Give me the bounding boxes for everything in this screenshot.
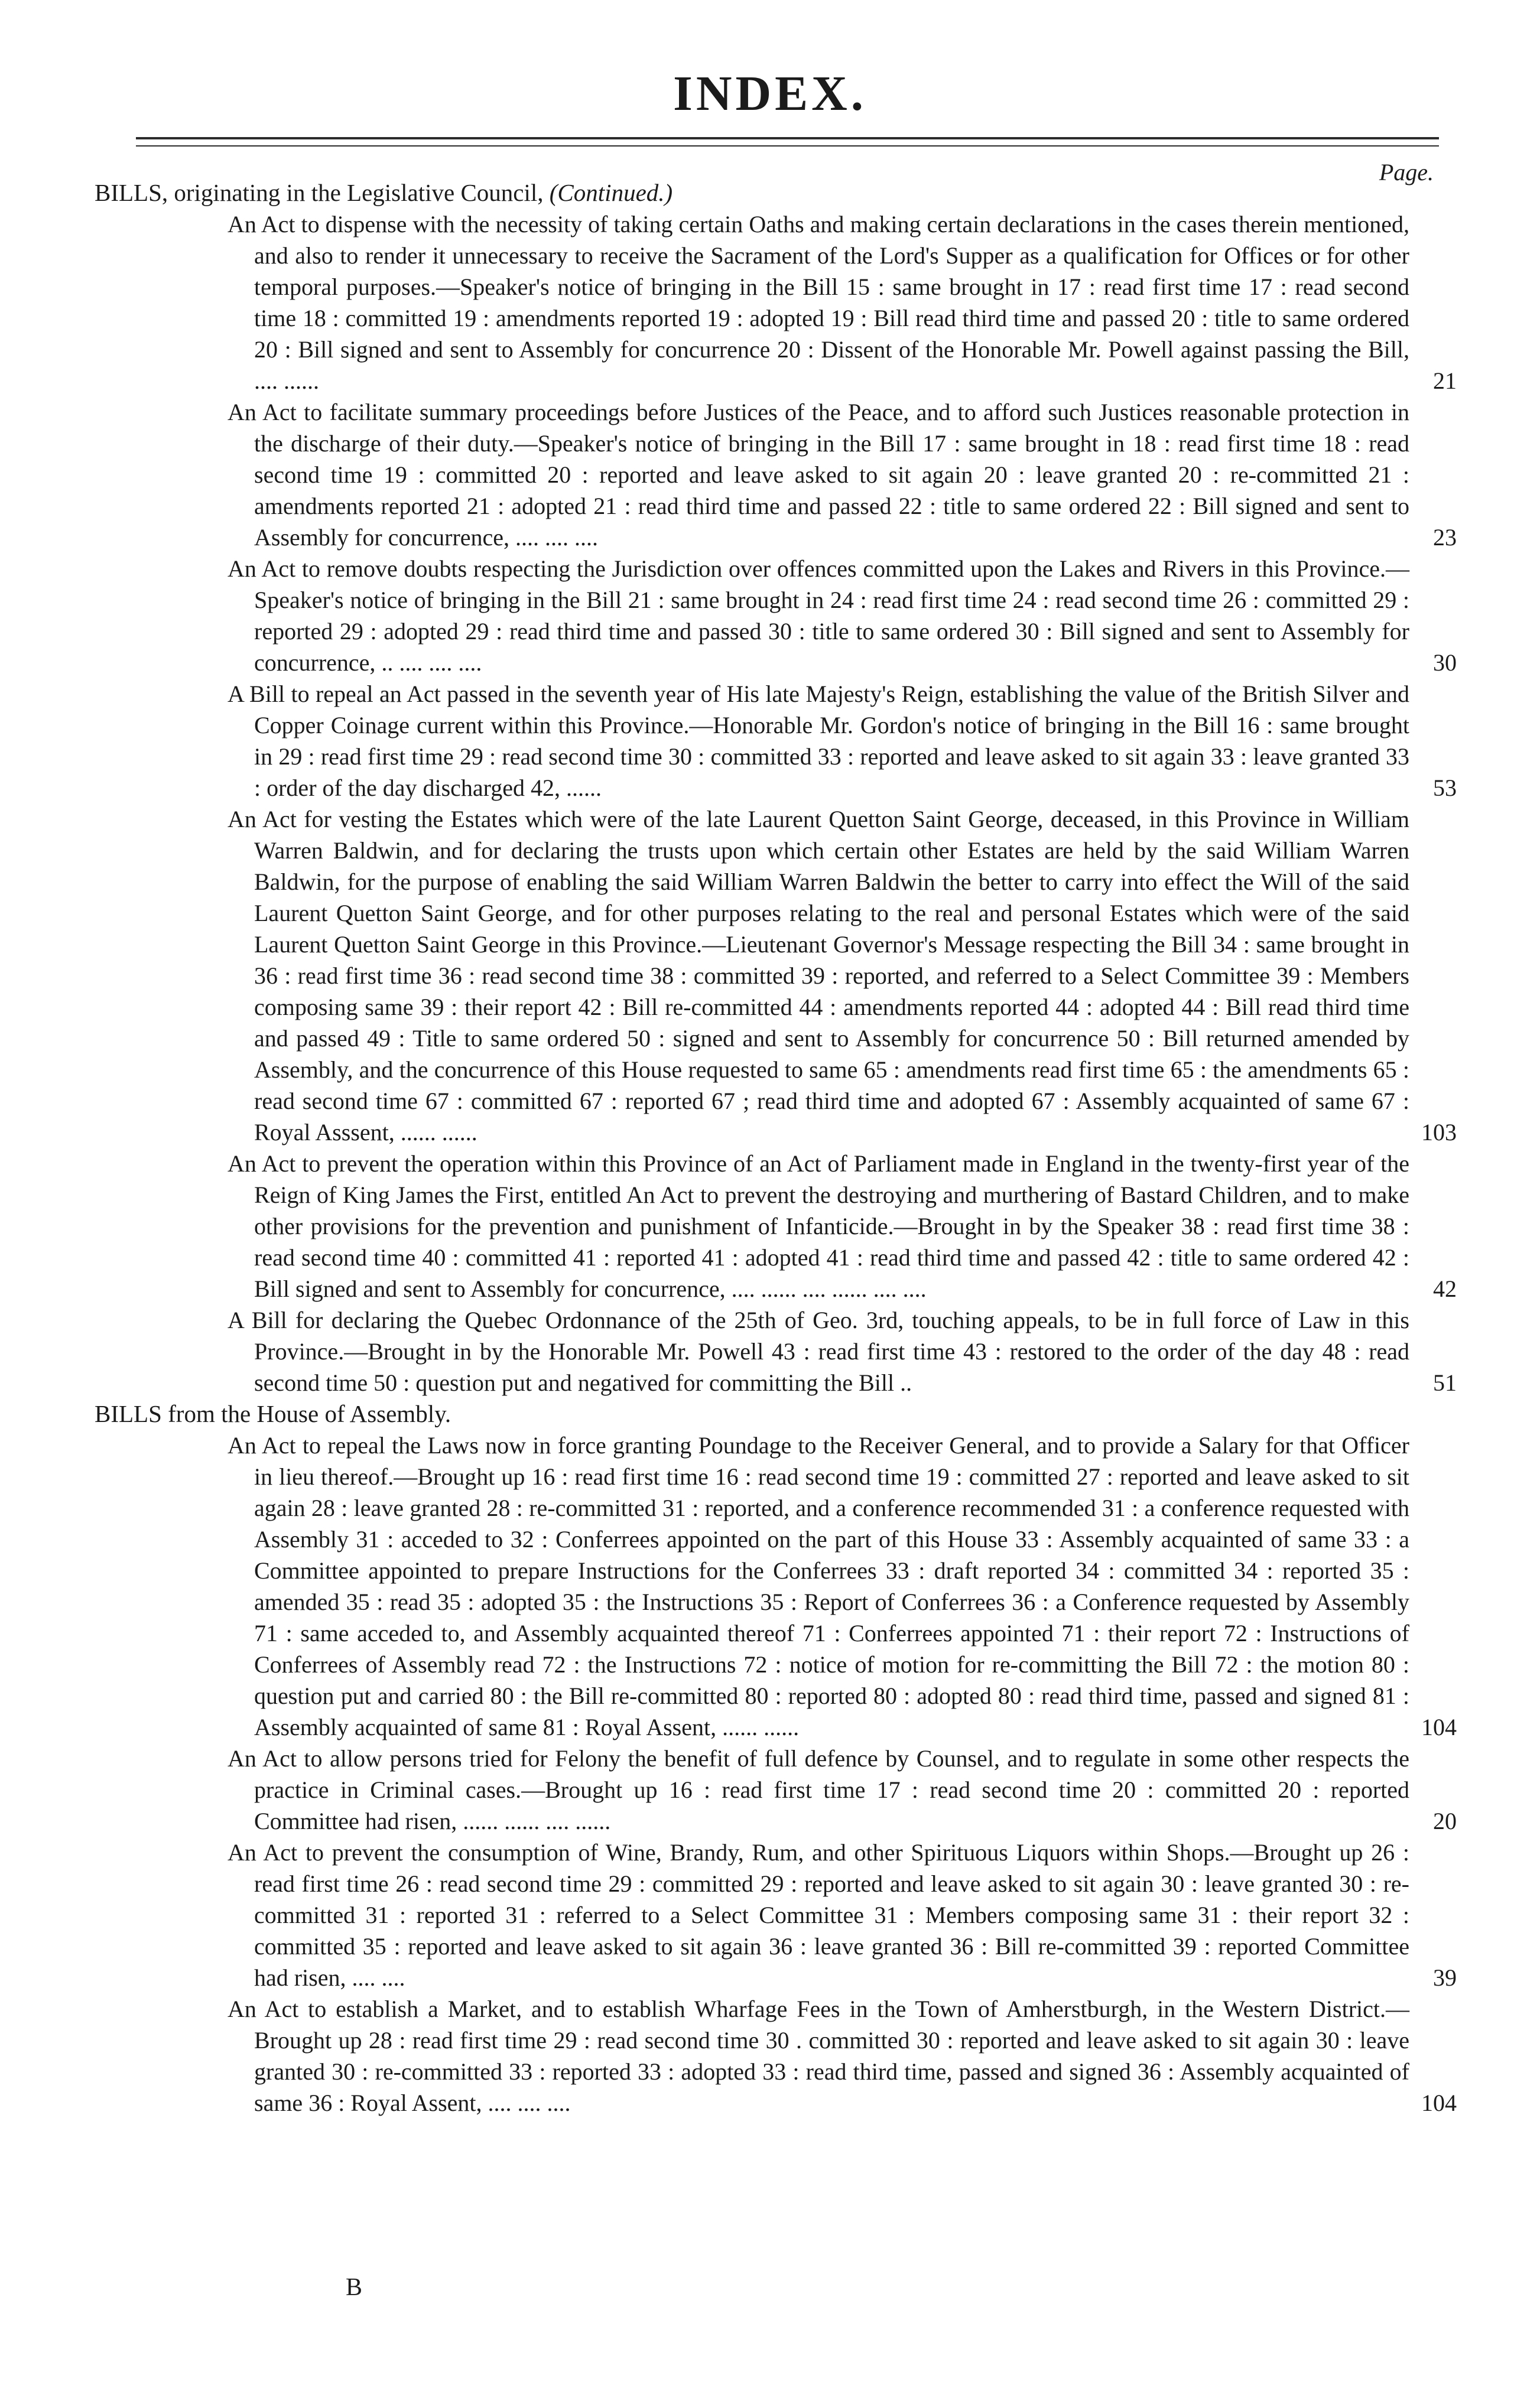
title-rule-thin [136, 145, 1439, 147]
entry-text: A Bill to repeal an Act passed in the seventh year of His late Majesty's Reign, establishing the value of the British Silver and Copper Coinage current within this Province.—Honorable Mr. Gordon's notice of bringing in the Bill 16 : same brought in 29 : read first time 29 : read second time 30 : committed 33 : reported and leave asked to sit again 33 : leave granted 33 : order of the day discharged 42, ...... [228, 681, 1409, 801]
signature-mark: B [346, 2274, 363, 2301]
index-entry [228, 1743, 1457, 1837]
page-number: 104 [1421, 2090, 1457, 2116]
page-number: 42 [1433, 1275, 1457, 1302]
section-heading-text: BILLS, originating in the Legislative Council, [95, 179, 544, 206]
page-number: 23 [1433, 524, 1457, 551]
index-entry [228, 396, 1457, 553]
entry-text: An Act to prevent the consumption of Wine, Brandy, Rum, and other Spirituous Liquors within Shops.—Brought up 26 : read first time 26 : read second time 29 : committed 29 : reported and leave asked to sit again 30 : leave granted 30 : re-committed 31 : reported 31 : referred to a Select Committee 31 : Members composing same 31 : their report 32 : committed 35 : reported and leave asked to sit again 36 : leave granted 36 : Bill re-committed 39 : reported Committee had risen, .... .... [228, 1839, 1409, 1991]
page-number: 53 [1433, 775, 1457, 801]
index-entry [228, 553, 1457, 678]
entry-text: An Act for vesting the Estates which were of the late Laurent Quetton Saint George, deceased, in this Province in William Warren Baldwin, and for declaring the trusts upon which certain other Estates are held by the said William Warren Baldwin, for the purpose of enabling the said William Warren Baldwin the better to carry into effect the Will of the said Laurent Quetton Saint George, and for other purposes relating to the real and personal Estates which were of the said Laurent Quetton Saint George in this Province.—Lieutenant Governor's Message respecting the Bill 34 : same brought in 36 : read first time 36 : read second time 38 : committed 39 : reported, and referred to a Select Committee 39 : Members composing same 39 : their report 42 : Bill re-committed 44 : amendments reported 44 : adopted 44 : Bill read third time and passed 49 : Title to same ordered 50 : signed and sent to Assembly for concurrence 50 : Bill returned amended by Assembly, and the concurrence of this House requested to same 65 : amendments read first time 65 : the amendments 65 : read second time 67 : committed 67 : reported 67 ; read third time and adopted 67 : Assembly acquainted of same 67 : Royal Asssent, ...... ...... [228, 806, 1409, 1146]
section-subheading: (Continued.) [549, 179, 673, 206]
index-entry [228, 1837, 1457, 1993]
section-heading [95, 1398, 1395, 1430]
index-entry [228, 209, 1457, 396]
page-number: 20 [1433, 1808, 1457, 1834]
index-entry [228, 803, 1457, 1148]
title-rule-thick [136, 137, 1439, 139]
entry-text: An Act to prevent the operation within this Province of an Act of Parliament made in England in the twenty-first year of the Reign of King James the First, entitled An Act to prevent the destroying and murthering of Bastard Children, and to make other provisions for the prevention and punishment of Infanticide.—Brought in by the Speaker 38 : read first time 38 : read second time 40 : committed 41 : reported 41 : adopted 41 : read third time and passed 42 : title to same ordered 42 : Bill signed and sent to Assembly for concurrence, .... ...... .... ...... .... .... [228, 1150, 1409, 1302]
section-heading [95, 177, 1395, 209]
index-entry [228, 1304, 1457, 1398]
index-entry [228, 1148, 1457, 1304]
index-entry [228, 1993, 1457, 2119]
entry-text: An Act to facilitate summary proceedings before Justices of the Peace, and to afford such Justices reasonable protection in the discharge of their duty.—Speaker's notice of bringing in the Bill 17 : same brought in 18 : read first time 18 : read second time 19 : committed 20 : reported and leave asked to sit again 20 : leave granted 20 : re-committed 21 : amendments reported 21 : adopted 21 : read third time and passed 22 : title to same ordered 22 : Bill signed and sent to Assembly for concurrence, .... .... .... [228, 399, 1409, 551]
entry-text: An Act to establish a Market, and to establish Wharfage Fees in the Town of Amherstburgh, in the Western District.—Brought up 28 : read first time 29 : read second time 30 . committed 30 : reported and leave asked to sit again 30 : leave granted 30 : re-committed 33 : reported 33 : adopted 33 : read third time, passed and signed 36 : Assembly acquainted of same 36 : Royal Assent, .... .... .... [228, 1996, 1409, 2116]
section-heading-text: BILLS from the House of Assembly. [95, 1400, 451, 1427]
page-number: 30 [1433, 649, 1457, 676]
page-number: 103 [1421, 1119, 1457, 1146]
entry-text: An Act to remove doubts respecting the Jurisdiction over offences committed upon the Lakes and Rivers in this Province.—Speaker's notice of bringing in the Bill 21 : same brought in 24 : read first time 24 : read second time 26 : committed 29 : reported 29 : adopted 29 : read third time and passed 30 : title to same ordered 30 : Bill signed and sent to Assembly for concurrence, .. .... .... .... [228, 555, 1409, 676]
entry-text: A Bill for declaring the Quebec Ordonnance of the 25th of Geo. 3rd, touching appeals, to be in full force of Law in this Province.—Brought in by the Honorable Mr. Powell 43 : read first time 43 : restored to the order of the day 48 : read second time 50 : question put and negatived for committing the Bill .. [228, 1307, 1409, 1396]
index-entry [228, 678, 1457, 803]
entry-text: An Act to allow persons tried for Felony the benefit of full defence by Counsel, and to regulate in some other respects the practice in Criminal cases.—Brought up 16 : read first time 17 : read second time 20 : committed 20 : reported Committee had risen, ...... ...... .... ...... [228, 1745, 1409, 1834]
entry-text: An Act to dispense with the necessity of taking certain Oaths and making certain declarations in the cases therein mentioned, and also to render it unnecessary to receive the Sacrament of the Lord's Supper as a qualification for Offices or for other temporal purposes.—Speaker's notice of bringing in the Bill 15 : same brought in 17 : read first time 17 : read second time 18 : committed 19 : amendments reported 19 : adopted 19 : Bill read third time and passed 20 : title to same ordered 20 : Bill signed and sent to Assembly for concurrence 20 : Dissent of the Honorable Mr. Powell against passing the Bill, .... ...... [228, 211, 1409, 394]
index-entry [228, 1430, 1457, 1743]
page-title: INDEX. [673, 66, 867, 121]
entry-text: An Act to repeal the Laws now in force granting Poundage to the Receiver General, and to provide a Salary for that Officer in lieu thereof.—Brought up 16 : read first time 16 : read second time 19 : committed 27 : reported and leave asked to sit again 28 : leave granted 28 : re-committed 31 : reported, and a conference recommended 31 : a conference requested with Assembly 31 : acceded to 32 : Conferrees appointed on the part of this House 33 : Assembly acquainted of same 33 : a Committee appointed to prepare Instructions for the Conferrees 33 : draft reported 34 : committed 34 : reported 35 : amended 35 : read 35 : adopted 35 : the Instructions 35 : Report of Conferrees 36 : a Conference requested by Assembly 71 : same acceded to, and Assembly acquainted thereof 71 : Conferrees appointed 71 : their report 72 : Instructions of Conferrees of Assembly read 72 : the Instructions 72 : notice of motion for re-committing the Bill 72 : the motion 80 : question put and carried 80 : the Bill re-committed 80 : reported 80 : adopted 80 : read third time, passed and signed 81 : Assembly acquainted of same 81 : Royal Assent, ...... ...... [228, 1432, 1409, 1740]
page-column-label: Page. [1379, 159, 1434, 186]
index-entries [0, 177, 1540, 2119]
page-number: 51 [1433, 1369, 1457, 1396]
page-number: 104 [1421, 1714, 1457, 1740]
page-number: 39 [1433, 1964, 1457, 1991]
page-number: 21 [1433, 367, 1457, 394]
